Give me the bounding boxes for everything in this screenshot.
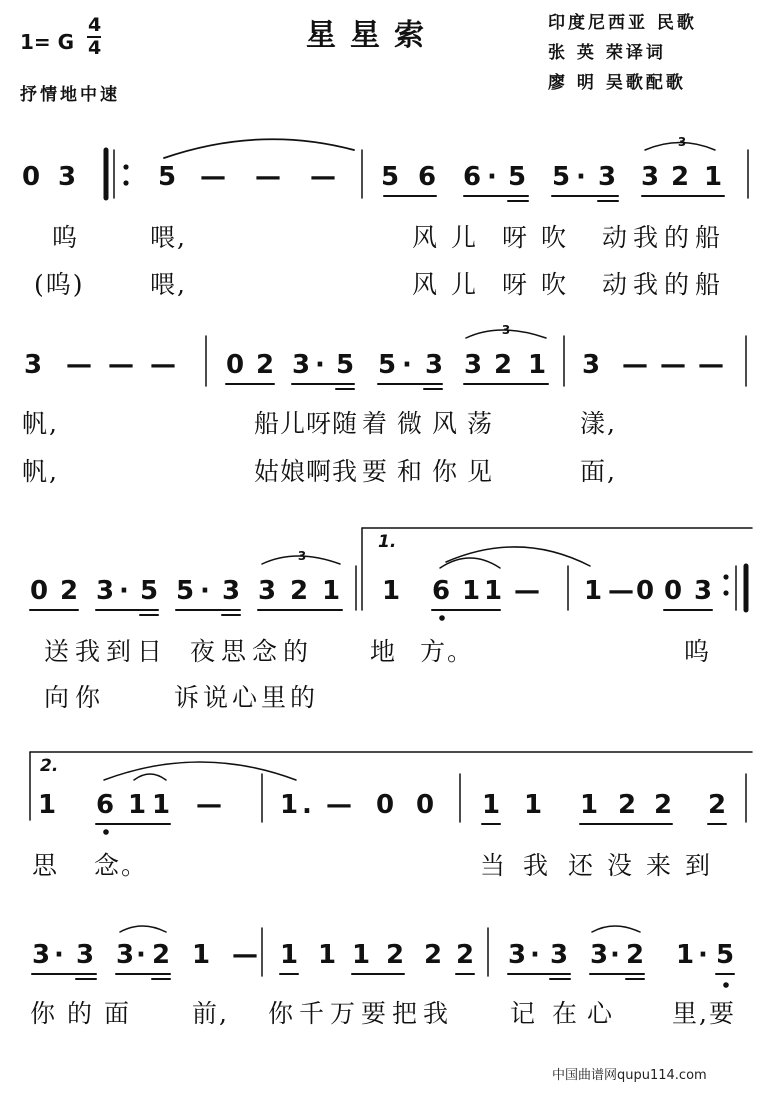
triplet-number: 3 [297, 549, 307, 563]
volta-2-label: 2. [40, 756, 59, 776]
repeat-dot [123, 180, 128, 185]
time-signature-bottom: 4 [88, 37, 102, 59]
dot: · [576, 162, 586, 192]
note: 0 [376, 790, 395, 820]
lyric: 帆, [22, 409, 59, 438]
dot: · [402, 350, 412, 380]
lyric: 你千万要把我 [268, 999, 455, 1028]
note: 3 [508, 940, 527, 970]
dot: · [487, 162, 497, 192]
dash: — [310, 162, 336, 192]
dash: — [232, 940, 258, 970]
note: 6 [96, 790, 115, 820]
note: 3 [32, 940, 51, 970]
note: 1 [528, 350, 547, 380]
note: 1 [676, 940, 695, 970]
dash: — [200, 162, 226, 192]
note: 3 [58, 162, 77, 192]
credit-lyrics: 张 英 荣译词 [548, 43, 666, 63]
dash: — [150, 350, 176, 380]
tempo-marking: 抒情地中速 [20, 85, 120, 105]
note: 0 [664, 576, 683, 606]
song-title: 星星索 [306, 18, 438, 53]
note: 2 [654, 790, 673, 820]
lyric: 还没来到 [568, 851, 725, 880]
key-signature: 1= G [20, 30, 75, 54]
note: 5 [176, 576, 195, 606]
lyric: 动我的船 [602, 270, 727, 299]
note: 3 [425, 350, 444, 380]
note: 0 [30, 576, 49, 606]
lyric: 着微风荡 [362, 409, 503, 438]
note: 5 [140, 576, 159, 606]
lyric: 呀吹 [502, 223, 581, 252]
note: 2 [424, 940, 443, 970]
repeat-dot [723, 574, 728, 579]
note: 1 [352, 940, 371, 970]
note: 1 [318, 940, 337, 970]
dash: — [108, 350, 134, 380]
lyric: 当我 [480, 851, 567, 880]
dot: · [200, 576, 210, 606]
note: 3 [292, 350, 311, 380]
note: 3 [258, 576, 277, 606]
dash: — [622, 350, 648, 380]
note: 3 [582, 350, 601, 380]
lyric: 方。 [420, 637, 475, 666]
lyric: 向你 [44, 683, 107, 712]
note: 1 [280, 940, 299, 970]
note: 5 [716, 940, 735, 970]
note: 3 [76, 940, 95, 970]
lyric: 你的面 [30, 999, 142, 1028]
note: 1 [524, 790, 543, 820]
lyric: 面, [580, 457, 617, 486]
dash: — [514, 576, 540, 606]
credit-origin: 印度尼西亚 民歌 [548, 13, 697, 33]
tie [446, 547, 590, 566]
note: 3 [550, 940, 569, 970]
dot: · [136, 940, 146, 970]
lyric: 诉说心里的 [174, 683, 320, 712]
note: 3 [464, 350, 483, 380]
slur [592, 926, 640, 932]
slur [120, 926, 166, 932]
note: 1 [38, 790, 57, 820]
tie [164, 139, 354, 158]
octave-dot [103, 829, 109, 835]
note: 0 [22, 162, 41, 192]
lyric: 思 [32, 851, 60, 880]
note: 3 [694, 576, 713, 606]
lyric: 风儿 [412, 270, 491, 299]
note: 2 [708, 790, 727, 820]
note: 2 [456, 940, 475, 970]
triplet-number: 3 [677, 135, 687, 149]
octave-dot [439, 615, 445, 621]
note: 1 [280, 790, 299, 820]
note: 6 [418, 162, 437, 192]
note: 5 [158, 162, 177, 192]
note: 3 [24, 350, 43, 380]
lyric: 呜 [52, 223, 80, 252]
lyric: 地 [370, 637, 398, 666]
lyric: 在心 [552, 999, 623, 1028]
note: 1 [704, 162, 723, 192]
dot: · [530, 940, 540, 970]
volta-1-label: 1. [378, 532, 397, 552]
note: 2 [386, 940, 405, 970]
note: 1 [484, 576, 503, 606]
note: 2 [494, 350, 513, 380]
time-signature-top: 4 [88, 14, 102, 36]
repeat-dot [723, 590, 728, 595]
note: 1 [482, 790, 501, 820]
dash: — [326, 790, 352, 820]
repeat-dot [123, 164, 128, 169]
note: 1 [584, 576, 603, 606]
lyric: 喂, [150, 270, 187, 299]
note: 6 [432, 576, 451, 606]
note: 5 [552, 162, 571, 192]
note: 2 [152, 940, 171, 970]
dot: . [302, 790, 312, 820]
note: 3 [116, 940, 135, 970]
lyric: 呀吹 [502, 270, 581, 299]
triplet-number: 3 [501, 323, 511, 337]
note: 0 [226, 350, 245, 380]
note: 0 [416, 790, 435, 820]
note: 2 [60, 576, 79, 606]
lyric: 念。 [94, 851, 149, 880]
note: 3 [222, 576, 241, 606]
lyric: 送我到日 [44, 637, 169, 666]
note: 3 [96, 576, 115, 606]
lyric: 帆, [22, 457, 59, 486]
dot: · [315, 350, 325, 380]
lyric: (呜) [34, 270, 85, 299]
lyric: 船儿呀随 [254, 409, 359, 438]
dash: — [608, 576, 634, 606]
note: 2 [626, 940, 645, 970]
dot: · [119, 576, 129, 606]
octave-dot [723, 982, 729, 988]
note: 1 [192, 940, 211, 970]
note: 5 [508, 162, 527, 192]
note: 2 [671, 162, 690, 192]
dash: — [698, 350, 724, 380]
dash: — [196, 790, 222, 820]
note: 5 [336, 350, 355, 380]
watermark: 中国曲谱网qupu114.com [552, 1068, 707, 1083]
note: 2 [618, 790, 637, 820]
note: 5 [378, 350, 397, 380]
lyric: 风儿 [412, 223, 491, 252]
lyric: 记 [510, 999, 538, 1028]
note: 0 [636, 576, 655, 606]
tie [104, 762, 296, 780]
note: 1 [462, 576, 481, 606]
lyric: 里,要 [672, 999, 736, 1028]
note: 1 [128, 790, 147, 820]
credit-arrange: 廖 明 吴歌配歌 [548, 73, 686, 93]
note: 5 [381, 162, 400, 192]
lyric: 动我的船 [602, 223, 727, 252]
note: 3 [641, 162, 660, 192]
dash: — [66, 350, 92, 380]
note: 3 [598, 162, 617, 192]
note: 2 [290, 576, 309, 606]
lyric: 漾, [580, 409, 617, 438]
note: 1 [322, 576, 341, 606]
dot: · [610, 940, 620, 970]
lyric: 姑娘啊我 [254, 457, 359, 486]
dash: — [660, 350, 686, 380]
note: 1 [382, 576, 401, 606]
lyric: 呜 [684, 637, 712, 666]
note: 2 [256, 350, 275, 380]
dot: · [698, 940, 708, 970]
note: 3 [590, 940, 609, 970]
slur [134, 774, 166, 780]
dot: · [54, 940, 64, 970]
note: 1 [580, 790, 599, 820]
lyric: 要和你见 [362, 457, 503, 486]
note: 1 [152, 790, 171, 820]
note: 6 [463, 162, 482, 192]
dash: — [255, 162, 281, 192]
lyric: 喂, [150, 223, 187, 252]
slur [440, 558, 500, 568]
lyric: 前, [192, 999, 229, 1028]
lyric: 夜思念的 [190, 637, 315, 666]
